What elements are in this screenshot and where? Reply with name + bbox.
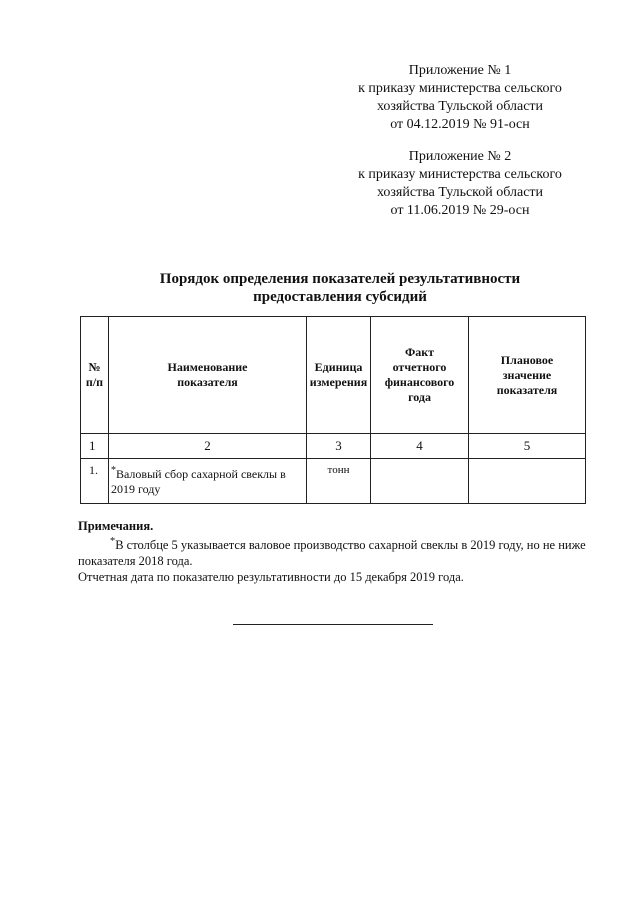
row-indicator-name: *Валовый сбор сахарной свеклы в 2019 году [109, 459, 307, 504]
header-unit: Единица измерения [307, 317, 371, 434]
document-title-line-1: Порядок определения показателей результативности [159, 271, 521, 287]
document-title-line-2: предоставления субсидий [253, 289, 427, 305]
note-paragraph-1: *В столбце 5 указывается валовое производство сахарной свеклы в 2019 году, но не ниже показателя 2018 года. [78, 536, 586, 569]
appendix-2-ministry: хозяйства Тульской области [376, 185, 544, 200]
column-number-5: 5 [469, 434, 586, 459]
appendix-2-block [345, 148, 575, 220]
column-number-1: 1 [81, 434, 109, 459]
appendix-2-order-ref: к приказу министерства сельского [358, 167, 562, 182]
table-header-row [81, 317, 586, 434]
header-number: № п/п [81, 317, 109, 434]
column-number-4: 4 [371, 434, 469, 459]
footnote-marker: * [110, 536, 116, 547]
indicators-table [80, 316, 586, 504]
note-paragraph-2: Отчетная дата по показателю результативности до 15 декабря 2019 года. [78, 570, 464, 585]
appendix-1-title: Приложение № 1 [408, 63, 512, 78]
notes-heading: Примечания. [78, 519, 154, 533]
appendix-1-date: от 04.12.2019 № 91-осн [390, 117, 530, 132]
closing-divider-line [233, 624, 433, 625]
column-number-2: 2 [109, 434, 307, 459]
notes-block [78, 518, 598, 585]
table-row [81, 459, 586, 504]
appendix-1-ministry: хозяйства Тульской области [376, 99, 544, 114]
row-number: 1. [81, 459, 109, 504]
header-indicator-name: Наименование показателя [109, 317, 307, 434]
header-plan-value: Плановое значение показателя [469, 317, 586, 434]
column-numbers-row [81, 434, 586, 459]
header-fact: Факт отчетного финансового года [371, 317, 469, 434]
row-fact-value [371, 459, 469, 504]
row-unit: тонн [307, 459, 371, 504]
document-title [120, 270, 560, 306]
column-number-3: 3 [307, 434, 371, 459]
footnote-marker: * [111, 465, 116, 476]
row-plan-value [469, 459, 586, 504]
appendix-1-order-ref: к приказу министерства сельского [358, 81, 562, 96]
appendix-1-block [345, 62, 575, 134]
appendix-2-date: от 11.06.2019 № 29-осн [390, 203, 530, 218]
appendix-2-title: Приложение № 2 [408, 149, 512, 164]
